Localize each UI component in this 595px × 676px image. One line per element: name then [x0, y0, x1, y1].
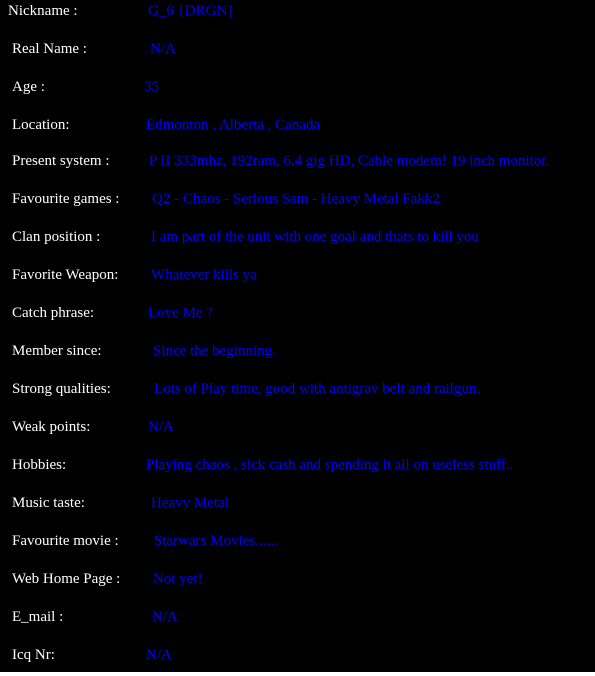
catch-phrase-label: Catch phrase:: [12, 305, 95, 321]
web-home-page-label: Web Home Page :: [12, 571, 121, 587]
present-system-value: P II 333mhz, 192ram, 6.4 gig HD, Cable modem! 19 inch monitor.: [149, 153, 550, 169]
hobbies-label: Hobbies:: [12, 457, 67, 473]
icq-value: N/A: [146, 647, 172, 663]
favourite-games-label: Favourite games :: [12, 191, 120, 207]
favourite-games-row: [0, 189, 595, 209]
icq-label: Icq Nr:: [12, 647, 55, 663]
strong-qualities-value: Lots of Play time, good with antigrav belt and railgun.: [154, 381, 481, 397]
favourite-movie-row: [0, 531, 595, 551]
member-since-row: [0, 341, 595, 361]
age-value: 35: [144, 79, 159, 95]
weak-points-value: N/A: [148, 419, 174, 435]
catch-phrase-row: [0, 303, 595, 323]
clan-position-value: I am part of the unit with one goal and thats to kill you: [151, 229, 479, 245]
real-name-row: [0, 39, 595, 59]
real-name-label: Real Name :: [12, 41, 87, 57]
icq-row: [0, 645, 595, 665]
email-row: [0, 607, 595, 627]
favourite-movie-value: Starwars Movies......: [154, 533, 278, 549]
favourite-movie-label: Favourite movie :: [12, 533, 119, 549]
hobbies-row: [0, 455, 595, 475]
location-label: Location:: [12, 117, 70, 133]
catch-phrase-value: Love Me ?: [148, 305, 213, 321]
favorite-weapon-value: Whatever kills ya: [151, 267, 257, 283]
email-value: N/A: [152, 609, 178, 625]
music-taste-label: Music taste:: [12, 495, 85, 511]
bottom-divider: [0, 672, 595, 676]
age-label: Age :: [12, 79, 45, 95]
weak-points-row: [0, 417, 595, 437]
member-since-value: Since the beginning.: [153, 343, 276, 359]
weak-points-label: Weak points:: [12, 419, 91, 435]
hobbies-value: Playing chaos , sick cash and spending it all on useless stuff..: [146, 457, 514, 473]
favorite-weapon-label: Favorite Weapon:: [12, 267, 119, 283]
strong-qualities-row: [0, 379, 595, 399]
location-value: Edmonton , Alberta , Canada: [146, 117, 321, 133]
nickname-label: Nickname :: [8, 3, 78, 19]
web-home-page-value: Not yet!: [153, 571, 203, 587]
music-taste-row: [0, 493, 595, 513]
strong-qualities-label: Strong qualities:: [12, 381, 111, 397]
music-taste-value: Heavy Metal: [151, 495, 229, 511]
clan-position-label: Clan position :: [12, 229, 101, 245]
web-home-page-row: [0, 569, 595, 589]
location-row: [0, 115, 595, 135]
present-system-label: Present system :: [12, 153, 110, 169]
clan-position-row: [0, 227, 595, 247]
favourite-games-value: Q2 - Chaos - Serious Sam - Heavy Metal Fakk2: [152, 191, 440, 207]
email-label: E_mail :: [12, 609, 64, 625]
present-system-row: [0, 151, 595, 171]
favorite-weapon-row: [0, 265, 595, 285]
age-row: [0, 77, 595, 97]
nickname-row: [0, 1, 595, 21]
nickname-value: G_6 {DRGN}: [148, 3, 235, 19]
real-name-value: N/A: [150, 41, 176, 57]
member-since-label: Member since:: [12, 343, 102, 359]
